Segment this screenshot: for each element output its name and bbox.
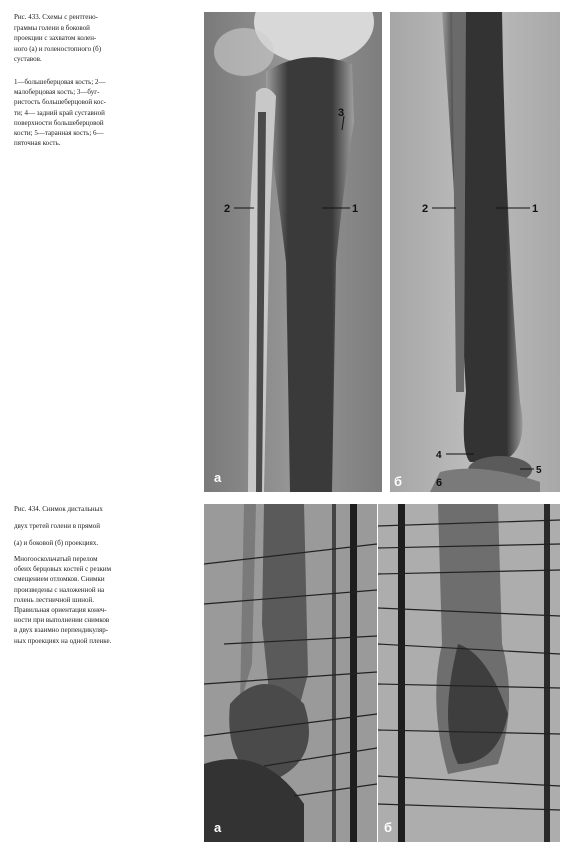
panel-434a-letter: а	[214, 820, 222, 835]
panel-433b-letter: б	[394, 474, 403, 489]
label-433b-4: 4	[436, 450, 442, 461]
xray-433a	[204, 12, 382, 492]
label-433a-1: 1	[352, 203, 359, 215]
figure-433-legend: 1—большеберцовая кость; 2— малоберцовая кость; 3—буг- ристость большеберцовой кос- ти; 4— задний край суставной поверхности большеберцовой кости; 5—таранная кость; 6— пяточная кость.	[14, 78, 106, 148]
xray-433b	[390, 12, 560, 492]
panel-434b-letter: б	[384, 820, 393, 835]
panel-433a-letter: а	[214, 470, 222, 485]
label-433b-1: 1	[532, 203, 539, 215]
xray-434a	[204, 504, 377, 842]
label-433a-2: 2	[224, 203, 231, 215]
label-433b-2: 2	[422, 203, 429, 215]
xray-434b	[378, 504, 560, 842]
figure-434-caption: Рис. 434. Снимок дистальных двух третей голени в прямой (а) и боковой (б) проекциях.	[14, 505, 103, 547]
label-433a-3: 3	[338, 107, 345, 119]
figure-433-caption: Рис. 433. Схемы с рентгено- граммы голени в боковой проекции с захватом колен- ного (а) и голеностопного (б) суставов.	[14, 13, 102, 63]
figure-434-legend: Многооскольчатый перелом обеих берцовых костей с резким смещением отломков. Снимки произведены с наложенной на голень лестничной шиной. Правильная ориентация конеч- ности при выполнении снимков в двух взаимно перпендикуляр- ных проекциях на одной пленке.	[14, 555, 112, 645]
label-433b-5: 5	[536, 465, 542, 476]
label-433b-6: 6	[436, 477, 443, 489]
